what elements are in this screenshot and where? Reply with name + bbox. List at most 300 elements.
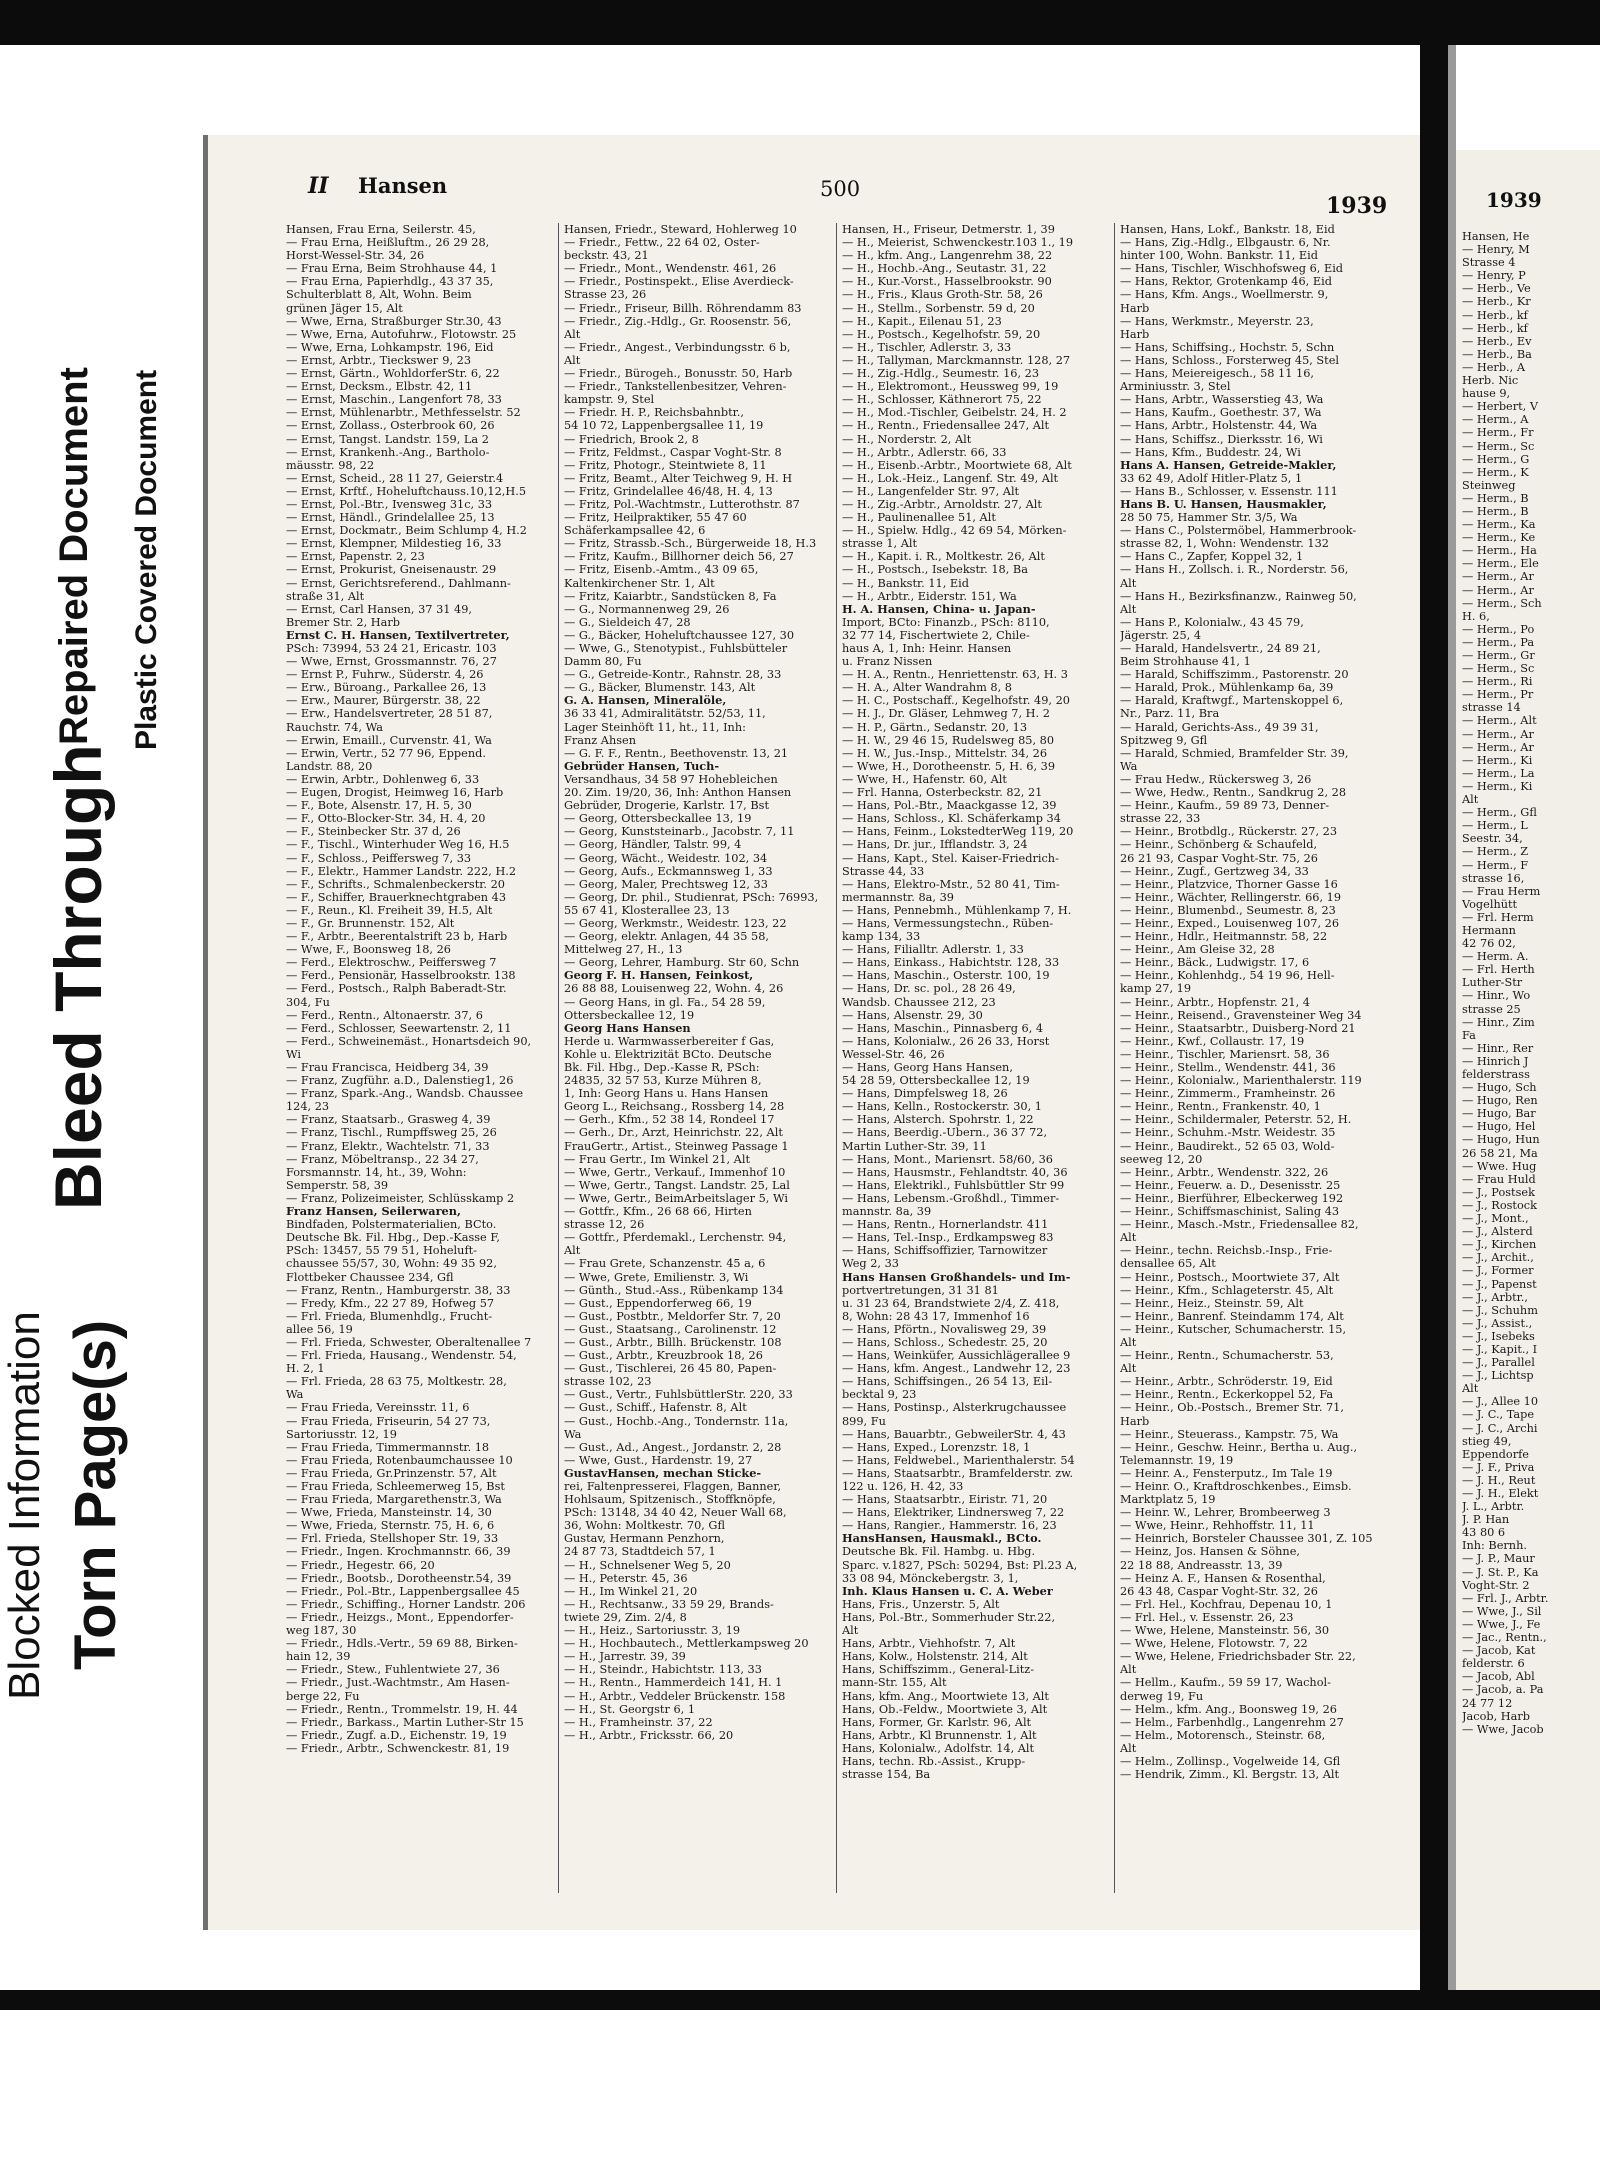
binding-gutter [1448,45,1456,1990]
directory-entry: — Heinr. O., Kraftdroschkenbes., Eimsb. [1120,1480,1352,1493]
directory-entry: — Hans, Alsterch. Spohrstr. 1, 22 [842,1113,1034,1127]
directory-entry: Kohle u. Elektrizität BCto. Deutsche [564,1047,772,1061]
directory-entry: — Wwe, Helene, Mansteinstr. 56, 30 [1120,1624,1330,1638]
directory-entry: — H., Paulinenallee 51, Alt [842,511,996,525]
directory-entry: mannstr. 8a, 39 [842,1205,932,1219]
directory-entry: — Heinr., Staatsarbtr., Duisberg-Nord 21 [1120,1021,1356,1035]
directory-entry: Franz Hansen, Seilerwaren, [286,1205,461,1219]
adjacent-directory-entry: Herb. Nic [1462,374,1519,388]
directory-entry: — Heinr., Zugf., Gertzweg 34, 33 [1120,864,1309,878]
directory-entry: — H., Elektromont., Heussweg 99, 19 [842,380,1059,394]
directory-entry: — Hans, Lebensm.-Großhdl., Timmer- [842,1191,1060,1205]
directory-entry: — Fritz, Kaufm., Billhorner deich 56, 27 [564,550,794,564]
adjacent-page-year: 1939 [1486,188,1542,212]
adjacent-directory-entry: — Jacob, a. Pa [1462,1683,1544,1697]
directory-entry: — Frl. Hanna, Osterbeckstr. 82, 21 [842,786,1043,800]
directory-entry: — H. W., Jus.-Insp., Mittelstr. 34, 26 [842,746,1048,760]
directory-entry: — H., Lok.-Heiz., Langenf. Str. 49, Alt [842,471,1059,485]
adjacent-directory-entry: — Hinr., Wo [1462,989,1531,1003]
adjacent-directory-entry: hause 9, [1462,387,1511,401]
directory-entry: 24835, 32 57 53, Kurze Mühren 8, [564,1074,762,1088]
directory-entry: Hohlsaum, Spitzenisch., Stoffknöpfe, [564,1493,776,1507]
scan-border-top [0,0,1600,45]
directory-entry: — Franz, Tischl., Rumpffsweg 25, 26 [286,1126,497,1140]
directory-entry: — Hans, Dr. sc. pol., 28 26 49, [842,982,1016,996]
directory-entry: — Eugen, Drogist, Heimweg 16, Harb [286,786,504,800]
directory-entry: — Hans C., Zapfer, Koppel 32, 1 [1120,550,1304,564]
directory-entry: Beim Strohhause 41, 1 [1120,655,1251,669]
directory-entry: Gebrüder, Drogerie, Karlstr. 17, Bst [564,799,769,813]
directory-entry: — Friedr., Zig.-Hdlg., Gr. Roosenstr. 56, [564,314,792,328]
column-divider [836,223,837,1893]
adjacent-directory-entry: 43 80 6 [1462,1526,1506,1540]
directory-entry: — F., Schrifts., Schmalenbeckerstr. 20 [286,877,505,891]
directory-entry: — Frl. Frieda, Schwester, Oberaltenallee 7 [286,1335,532,1349]
directory-entry: — Fritz, Feldmst., Caspar Voght-Str. 8 [564,445,782,459]
adjacent-directory-entry: — J., Assist., [1462,1316,1533,1330]
directory-entry: — Hans, Georg Hans Hansen, [842,1061,1013,1074]
adjacent-directory-entry: — Jac., Rentn., [1462,1631,1547,1645]
directory-entry: — Heinz A. F., Hansen & Rosenthal, [1120,1571,1326,1585]
directory-entry: Hans B. U. Hansen, Hausmakler, [1120,497,1327,511]
directory-entry: — Hans, Alsenstr. 29, 30 [842,1008,983,1022]
directory-entry: kamp 27, 19 [1120,982,1192,996]
directory-entry: — Ernst, Klempner, Mildestieg 16, 33 [286,537,502,551]
adjacent-directory-entry: — Herm., B [1462,504,1529,518]
directory-entry: — Hans, Arbtr., Holstenstr. 44, Wa [1120,419,1318,433]
directory-entry: — F., Otto-Blocker-Str. 34, H. 4, 20 [286,812,486,826]
directory-entry: — Ernst, Mühlenarbtr., Methfesselstr. 52 [286,406,521,420]
adjacent-directory-entry: H. 6, [1462,609,1490,623]
adjacent-directory-entry: 26 58 21, Ma [1462,1146,1538,1160]
directory-entry: G. A. Hansen, Mineralöle, [564,694,727,708]
directory-entry: — F., Reun., Kl. Freiheit 39, H.5, Alt [286,903,493,917]
directory-entry: — H., Bankstr. 11, Eid [842,576,969,590]
adjacent-directory-entry: — Herm., Po [1462,622,1535,636]
directory-entry: mermannstr. 8a, 39 [842,890,954,904]
directory-entry: — Franz, Rentn., Hamburgerstr. 38, 33 [286,1283,511,1297]
directory-entry: — Heinr., Bäck., Ludwigstr. 17, 6 [1120,956,1310,970]
directory-entry: 54 10 72, Lappenbergsallee 11, 19 [564,419,764,433]
directory-entry: — Heinr., Schuhm.-Mstr. Weidestr. 35 [1120,1126,1336,1140]
directory-entry: — Heinr., Tischler, Mariensrt. 58, 36 [1120,1047,1330,1061]
adjacent-directory-entry: strasse 14 [1462,701,1521,715]
adjacent-directory-entry: — Hugo, Sch [1462,1081,1537,1095]
directory-entry: hain 12, 39 [286,1650,351,1664]
adjacent-directory-entry: — J., Archit., [1462,1251,1534,1265]
directory-entry: strasse 102, 23 [564,1375,652,1389]
directory-entry: — Gerh., Dr., Arzt, Heinrichstr. 22, Alt [564,1126,783,1140]
directory-entry: — Gottfr., Kfm., 26 68 66, Hirten [564,1205,752,1219]
directory-entry: — H., St. Georgstr 6, 1 [564,1702,696,1716]
directory-entry: — Frl. Frieda, Stellshoper Str. 19, 33 [286,1532,499,1546]
directory-entry: Wi [286,1047,302,1061]
directory-entry: Bremer Str. 2, Harb [286,615,400,629]
directory-entry: — Friedr., Stew., Fuhlentwiete 27, 36 [286,1663,500,1677]
directory-entry: Bk. Fil. Hbg., Dep.-Kasse R, PSch: [564,1061,760,1074]
adjacent-directory-entry: — Frau Huld [1462,1172,1536,1186]
directory-entry: — H., Zig.-Hdlg., Seumestr. 16, 23 [842,367,1040,381]
directory-entry: PSch: 13148, 34 40 42, Neuer Wall 68, [564,1506,787,1520]
directory-entry: — Friedr., Arbtr., Schwenckestr. 81, 19 [286,1741,510,1755]
directory-entry: — Wwe, Erna, Autofuhrw., Flotowstr. 25 [286,327,517,341]
directory-entry: — Hans, Postinsp., Alsterkrugchaussee [842,1401,1067,1415]
directory-entry: — Erw., Handelsvertreter, 28 51 87, [286,707,493,721]
adjacent-directory-entry: — Jacob, Abl [1462,1670,1535,1684]
directory-entry: — Hans, Dimpfelsweg 18, 26 [842,1087,1008,1101]
directory-entry: Alt [1120,1335,1137,1349]
directory-entry: — Heinr., Rentn., Schumacherstr. 53, [1120,1349,1334,1363]
directory-entry: — Helm., Zollinsp., Vogelweide 14, Gfl [1120,1754,1341,1768]
directory-entry: — H., Norderstr. 2, Alt [842,432,972,446]
directory-entry: Hans Hansen Großhandels- und Im- [842,1270,1071,1284]
directory-entry: Hansen, H., Friseur, Detmerstr. 1, 39 [842,223,1055,236]
directory-entry: Gebrüder Hansen, Tuch- [564,759,720,773]
adjacent-directory-entry: — Herm., Ha [1462,544,1537,558]
directory-entry: — Friedr., Ingen. Krochmannstr. 66, 39 [286,1545,511,1559]
directory-entry: Wessel-Str. 46, 26 [842,1047,945,1061]
directory-entry: — Hans B., Schlosser, v. Essenstr. 111 [1120,484,1338,498]
directory-entry: — Ferd., Schlosser, Seewartenstr. 2, 11 [286,1021,512,1035]
directory-entry: Versandhaus, 34 58 97 Hohebleichen [564,772,778,786]
directory-entry: Hans, Ob.-Feldw., Moortwiete 3, Alt [842,1702,1048,1716]
directory-entry: — Georg, elektr. Anlagen, 44 35 58, [564,930,769,944]
directory-entry: strasse 1, Alt [842,537,918,551]
directory-entry: Bindfaden, Polstermaterialien, BCto. [286,1218,497,1232]
directory-entry: — Franz, Polizeimeister, Schlüsskamp 2 [286,1191,515,1205]
directory-entry: — H., Arbtr., Fricksstr. 66, 20 [564,1728,734,1742]
directory-entry: — Wwe, Helene, Flotowstr. 7, 22 [1120,1637,1308,1651]
adjacent-directory-entry: Voght-Str. 2 [1462,1578,1530,1592]
label-blocked-information: Blocked Information [0,1311,49,1700]
adjacent-directory-entry: strasse 25 [1462,1002,1521,1016]
directory-entry: strasse 82, 1, Wohn: Wendenstr. 132 [1120,537,1329,551]
directory-entry: — Gust., Arbtr., Kreuzbrook 18, 26 [564,1349,763,1363]
directory-entry: — Franz, Staatsarb., Grasweg 4, 39 [286,1113,491,1127]
adjacent-directory-entry: — Wwe, J., Fe [1462,1617,1541,1631]
directory-entry: — Frau Gertr., Im Winkel 21, Alt [564,1152,750,1166]
directory-entry: — H., Arbtr., Veddeler Brückenstr. 158 [564,1689,786,1703]
directory-entry: — Heinr., Kohlenhdg., 54 19 96, Hell- [1120,969,1335,983]
adjacent-directory-entry: — Herm., Gr [1462,649,1535,662]
directory-entry: — Erw., Maurer, Bürgerstr. 38, 22 [286,694,481,708]
label-plastic-covered: Plastic Covered Document [130,369,163,750]
directory-entry: — Ernst, Arbtr., Tieckswег 9, 23 [286,353,472,367]
directory-entry: — Frau Hedw., Rückersweg 3, 26 [1120,772,1312,786]
directory-entry: — Friedr., Rentn., Trommelstr. 19, H. 44 [286,1702,518,1716]
directory-entry: — Wwe, H., Dorotheenstr. 5, H. 6, 39 [842,759,1056,773]
adjacent-directory-entry: — Herm., Ele [1462,557,1539,571]
directory-entry: mäusstr. 98, 22 [286,458,375,472]
adjacent-directory-entry: — Hugo, Hun [1462,1133,1540,1147]
directory-entry: — Heinr., Heiz., Steinstr. 59, Alt [1120,1296,1304,1310]
directory-entry: Hansen, Hans, Lokf., Bankstr. 18, Eid [1120,223,1335,236]
directory-entry: — Hans, Kelln., Rostockerstr. 30, 1 [842,1100,1042,1114]
directory-entry: — H., Mod.-Tischler, Geibelstr. 24, H. 2 [842,406,1067,420]
directory-entry: — Wwe, Erna, Straßburger Str.30, 43 [286,314,502,328]
directory-entry: — Wwe, Ernst, Grossmannstr. 76, 27 [286,655,497,669]
adjacent-directory-entry: — Jacob, Kat [1462,1644,1536,1658]
directory-entry: — Heinr., Arbtr., Hopfenstr. 21, 4 [1120,995,1310,1009]
directory-entry: — F., Bote, Alsenstr. 17, H. 5, 30 [286,799,472,813]
adjacent-directory-entry: — Herb., A [1462,360,1525,374]
directory-entry: — Hans, Schloss., Kl. Schäferkamp 34 [842,812,1061,826]
directory-entry: — Frl. Hel., v. Essenstr. 26, 23 [1120,1610,1294,1624]
directory-entry: — Heinr., Kolonialw., Marienthalerstr. 119 [1120,1074,1362,1088]
directory-entry: — G., Bäcker, Blumenstr. 143, Alt [564,681,756,695]
adjacent-directory-entry: J. P. Han [1462,1513,1510,1527]
adjacent-directory-entry: — Herm., Fr [1462,426,1534,440]
directory-entry: Hans A. Hansen, Getreide-Makler, [1120,458,1337,472]
directory-entry: — H., Rentn., Hammerdeich 141, H. 1 [564,1676,783,1690]
directory-entry: u. 31 23 64, Brandstwiete 2/4, Z. 418, [842,1296,1060,1310]
directory-entry: berge 22, Fu [286,1689,360,1703]
directory-entry: — H., Spielw. Hdlg., 42 69 54, Mörken- [842,524,1067,538]
directory-entry: — Wwe, Frieda, Sternstr. 75, H. 6, 6 [286,1519,495,1533]
directory-entry: beckstr. 43, 21 [564,249,649,263]
directory-entry: Schäferkampsallee 42, 6 [564,524,706,538]
directory-entry: strasse 154, Ba [842,1768,931,1782]
directory-entry: — Ernst, Händl., Grindelallee 25, 13 [286,511,495,525]
directory-page [203,135,1420,1930]
directory-entry: Rauchstr. 74, Wa [286,720,383,734]
adjacent-directory-entry: Inh: Bernh. [1462,1539,1527,1553]
directory-entry: — Hans, Rentn., Hornerlandstr. 411 [842,1218,1049,1232]
directory-entry: — Hans, Schiffsingen., 26 54 13, Eil- [842,1375,1053,1389]
directory-entry: Hans, Former, Gr. Karlstr. 96, Alt [842,1715,1032,1729]
directory-entry: twiete 29, Zim. 2/4, 8 [564,1610,687,1624]
directory-entry: — Georg, Ottersbeckallee 13, 19 [564,812,752,826]
directory-entry: — F., Gr. Brunnenstr. 152, Alt [286,916,455,930]
directory-entry: — H., Langenfelder Str. 97, Alt [842,484,1020,498]
directory-entry: — Friedr., Heizgs., Mont., Eppendorfer- [286,1610,514,1624]
directory-columns [286,223,1406,1923]
directory-entry: — Hans H., Zollsch. i. R., Norderstr. 56, [1120,563,1349,577]
directory-entry: — H., Postsch., Kegelhofstr. 59, 20 [842,327,1041,341]
adjacent-directory-entry: — J. St. P., Ka [1462,1565,1539,1579]
directory-entry: — Heinr., Postsch., Moortwiete 37, Alt [1120,1270,1340,1284]
adjacent-directory-entry: — Wwe. Hug [1462,1159,1537,1173]
directory-entry: — Fritz, Strassb.-Sch., Bürgerweide 18, H.3 [564,537,817,551]
adjacent-directory-entry: felderstrass [1462,1068,1530,1081]
directory-entry: — Ernst, Krftf., Hoheluftchauss.10,12,H.5 [286,484,527,498]
directory-entry: — Gust., Ad., Angest., Jordanstr. 2, 28 [564,1440,782,1454]
directory-entry: — Heinr., Geschw. Heinr., Bertha u. Aug., [1120,1440,1358,1454]
adjacent-directory-entry: — Herm., Ar [1462,583,1534,597]
directory-entry: Harb [1120,327,1150,341]
directory-entry: Hans, Pol.-Btr., Sommerhuder Str.22, [842,1610,1056,1624]
directory-entry: — Hans, Einkass., Habichtstr. 128, 33 [842,956,1060,970]
directory-entry: Alt [564,327,581,341]
directory-entry: — Frau Francisca, Heidberg 34, 39 [286,1061,489,1074]
directory-column-1 [286,223,554,1923]
directory-entry: — Hans, Rektor, Grotenkamp 46, Eid [1120,275,1332,289]
directory-entry: 22 18 88, Andreasstr. 13, 39 [1120,1558,1283,1572]
adjacent-page-column [1462,230,1600,1736]
directory-entry: hinter 100, Wohn. Bankstr. 11, Eid [1120,249,1318,263]
directory-entry: — Heinr., Banrenf. Steindamm 174, Alt [1120,1309,1344,1323]
directory-entry: Marktplatz 5, 19 [1120,1493,1216,1507]
directory-entry: — Heinr., Schildermaler, Peterstr. 52, H. [1120,1113,1352,1127]
directory-entry: chaussee 55/57, 30, Wohn: 49 35 92, [286,1257,497,1271]
directory-entry: — G., Getreide-Kontr., Rahnstr. 28, 33 [564,668,782,682]
directory-entry: — H., Jarrestr. 39, 39 [564,1650,686,1664]
directory-entry: — Fritz, Grindelallee 46/48, H. 4, 13 [564,484,773,498]
directory-entry: — Hans, Kapt., Stel. Kaiser-Friedrich- [842,851,1059,865]
directory-entry: — H., Zig.-Arbtr., Arnoldstr. 27, Alt [842,497,1042,511]
directory-column-2 [564,223,832,1923]
directory-entry: — Hans, Meiereigesch., 58 11 16, [1120,367,1314,381]
directory-entry: strasse 12, 26 [564,1218,645,1232]
adjacent-directory-entry: — Herbert, V [1462,400,1539,414]
label-repaired-document: Repaired Document [52,367,96,745]
directory-entry: — Wwe, G., Stenotypist., Fuhlsbütteler [564,642,788,655]
directory-entry: — Ernst, Gärtn., WohldorferStr. 6, 22 [286,367,500,381]
directory-entry: — H., Peterstr. 45, 36 [564,1571,688,1585]
directory-entry: — F., Elektr., Hammer Landstr. 222, H.2 [286,864,517,878]
directory-entry: 122 u. 126, H. 42, 33 [842,1480,964,1493]
directory-entry: Hans, techn. Rb.-Assist., Krupp- [842,1754,1026,1768]
directory-entry: kamp 134, 33 [842,930,921,944]
adjacent-directory-entry: — J., Isebeks [1462,1329,1535,1343]
directory-entry: — Hans, Kaufm., Goethestr. 37, Wa [1120,406,1322,420]
adjacent-directory-entry: — J., Mont., [1462,1212,1529,1226]
directory-entry: Semperstr. 58, 39 [286,1178,389,1192]
directory-entry: — Friedr., Postinspekt., Elise Averdieck- [564,275,794,289]
directory-entry: seeweg 12, 20 [1120,1152,1203,1166]
directory-entry: — Fredy, Kfm., 22 27 89, Hofweg 57 [286,1296,495,1310]
directory-entry: — H. A., Rentn., Henriettenstr. 63, H. 3 [842,668,1068,682]
directory-entry: — Günth., Stud.-Ass., Rübenkamp 134 [564,1283,784,1297]
directory-entry: — H., Steindr., Habichtstr. 113, 33 [564,1663,762,1677]
adjacent-directory-entry: Hermann [1462,923,1516,937]
directory-entry: — Hans, Schloss., Schedestr. 25, 20 [842,1335,1048,1349]
directory-entry: — Georg, Dr. phil., Studienrat, PSch: 76993, [564,890,819,904]
directory-entry: — H. A., Alter Wandrahm 8, 8 [842,681,1012,695]
adjacent-directory-entry: — Herm., Sc [1462,439,1535,453]
directory-entry: — Harald, Schiffszimm., Pastorenstr. 20 [1120,668,1349,682]
directory-entry: Franz Ahsen [564,733,636,747]
directory-entry: — Hans, Werkmstr., Meyerstr. 23, [1120,314,1314,328]
directory-entry: — Heinr., Bierführer, Elbeckerweg 192 [1120,1191,1344,1205]
directory-entry: H. A. Hansen, China- u. Japan- [842,602,1036,616]
directory-entry: — H., Tallyman, Marckmannstr. 128, 27 [842,353,1071,367]
directory-entry: — Heinrich, Borsteler Chaussee 301, Z. 105 [1120,1532,1373,1546]
directory-entry: — Wwe, Gust., Hardenstr. 19, 27 [564,1453,753,1467]
directory-entry: — Heinr., Kwf., Collaustr. 17, 19 [1120,1034,1305,1048]
adjacent-directory-entry: — Herm., Ka [1462,518,1536,532]
directory-entry: — Ferd., Schweinemäst., Honartsdeich 90, [286,1034,532,1048]
directory-entry: — Wwe, Frieda, Mansteinstr. 14, 30 [286,1506,492,1520]
directory-entry: 54 28 59, Ottersbeckallee 12, 19 [842,1074,1030,1088]
directory-entry: — Franz, Elektr., Wachtelstr. 71, 33 [286,1139,490,1153]
directory-entry: — Friedr., Just.-Wachtmstr., Am Hasen- [286,1676,510,1690]
adjacent-directory-entry: — Herm., Sch [1462,596,1542,610]
directory-entry: — Hans, Schloss., Forsterweg 45, Stel [1120,353,1340,367]
adjacent-directory-entry: — Wwe, J., Sil [1462,1604,1542,1618]
directory-entry: — Wwe, Helene, Friedrichsbader Str. 22, [1120,1650,1356,1664]
directory-entry: — Wwe, F., Boonsweg 18, 26 [286,943,451,957]
directory-entry: Alt [842,1624,859,1638]
directory-entry: — Ernst P., Fuhrw., Süderstr. 4, 26 [286,668,484,682]
adjacent-directory-entry: — Hinr., Rer [1462,1041,1534,1055]
directory-entry: mann-Str. 155, Alt [842,1676,947,1690]
directory-entry: — H., Stellm., Sorbenstr. 59 d, 20 [842,301,1035,315]
directory-entry: — H., Kapit. i. R., Moltkestr. 26, Alt [842,550,1045,564]
directory-entry: — Frau Frieda, Rotenbaumchaussee 10 [286,1453,513,1467]
column-divider [558,223,559,1893]
directory-entry: — Gust., Eppendorferweg 66, 19 [564,1296,752,1310]
page-year: 1939 [1326,193,1388,219]
adjacent-directory-entry: — J., Allee 10 [1462,1395,1539,1409]
directory-entry: — G., Normannenweg 29, 26 [564,602,730,616]
directory-entry: — Hans, Rangier., Hammerstr. 16, 23 [842,1519,1057,1533]
directory-entry: — Franz, Möbeltransp., 22 34 27, [286,1152,479,1166]
adjacent-directory-entry: — Herm., F [1462,858,1529,872]
directory-entry: — Heinr., Platzvice, Thorner Gasse 16 [1120,877,1338,891]
directory-entry: Wa [564,1427,582,1441]
directory-entry: — Ernst, Papenstr. 2, 23 [286,550,425,564]
directory-entry: — Gust., Tischlerei, 26 45 80, Papen- [564,1362,777,1376]
directory-entry: Strasse 23, 26 [564,288,647,302]
directory-entry: Spitzweg 9, Gfl [1120,733,1208,747]
directory-entry: — Frl. Frieda, Blumenhdlg., Frucht- [286,1309,493,1323]
directory-entry: Telemannstr. 19, 19 [1120,1453,1234,1467]
directory-entry: Harb [1120,1414,1150,1428]
directory-entry: — H., Postsch., Isebekstr. 18, Ba [842,563,1028,577]
directory-entry: — Heinr., Feuerw. a. D., Desenisstr. 25 [1120,1178,1341,1192]
directory-entry: HansHansen, Hausmakl., BCto. [842,1532,1042,1546]
directory-entry: — Hans, Exped., Lorenzstr. 18, 1 [842,1440,1031,1454]
directory-entry: — Fritz, Photogr., Steintwiete 8, 11 [564,458,767,472]
directory-entry: haus A, 1, Inh: Heinr. Hansen [842,642,1012,655]
directory-entry: H. 2, 1 [286,1362,325,1376]
adjacent-directory-entry: — Frl. Herm [1462,910,1534,924]
adjacent-directory-entry: — Herm., Ar [1462,570,1534,584]
directory-entry: — Hans, Pförtn., Novalisweg 29, 39 [842,1322,1047,1336]
directory-entry: — Friedr., Angest., Verbindungsstr. 6 b, [564,340,791,354]
directory-entry: — H., Schlosser, Käthnerort 75, 22 [842,393,1042,407]
directory-entry: — Georg, Aufs., Eckmannsweg 1, 33 [564,864,773,878]
adjacent-directory-entry: — J., Parallel [1462,1356,1535,1370]
directory-entry: Hansen, Friedr., Steward, Hohlerweg 10 [564,223,797,236]
label-torn-pages: Torn Page(s) [63,1319,128,1670]
directory-entry: — Hans, Arbtr., Wasserstieg 43, Wa [1120,393,1324,407]
directory-entry: Alt [1120,1741,1137,1755]
directory-entry: Horst-Wessel-Str. 34, 26 [286,249,425,263]
directory-entry: Hans, Arbtr., Kl Brunnenstr. 1, Alt [842,1728,1037,1742]
directory-entry: — Hans, Kfm., Buddestr. 24, Wi [1120,445,1301,459]
directory-entry: 26 21 93, Caspar Voght-Str. 75, 26 [1120,851,1318,865]
directory-entry: Kaltenkirchener Str. 1, Alt [564,576,715,590]
directory-entry: 899, Fu [842,1414,886,1428]
directory-entry: — Georg, Wächt., Weidestr. 102, 34 [564,851,768,865]
directory-entry: — Hans, Pol.-Btr., Maackgasse 12, 39 [842,799,1057,813]
directory-entry: — Friedrich, Brook 2, 8 [564,432,699,446]
directory-entry: — G., Sieldeich 47, 28 [564,615,691,629]
directory-entry: — Heinr., Schiffsmaschinist, Saling 43 [1120,1205,1340,1219]
directory-column-3 [842,223,1110,1923]
adjacent-directory-entry: strasse 16, [1462,871,1525,885]
directory-entry: 55 67 41, Klosterallee 23, 13 [564,903,730,917]
directory-entry: FrauGertr., Artist., Steinweg Passage 1 [564,1139,789,1153]
adjacent-directory-entry: stieg 49, [1462,1434,1512,1448]
directory-entry: — Ernst, Gerichtsreferend., Dahlmann- [286,576,511,590]
directory-entry: — H., Meierist, Schwenckestr.103 1., 19 [842,236,1074,250]
directory-entry: — Fritz, Pol.-Wachtmstr., Lutterothstr. 87 [564,497,800,511]
adjacent-directory-entry: — J., Rostock [1462,1198,1537,1212]
directory-entry: — Gust., Hochb.-Ang., Tondernstr. 11a, [564,1414,789,1428]
